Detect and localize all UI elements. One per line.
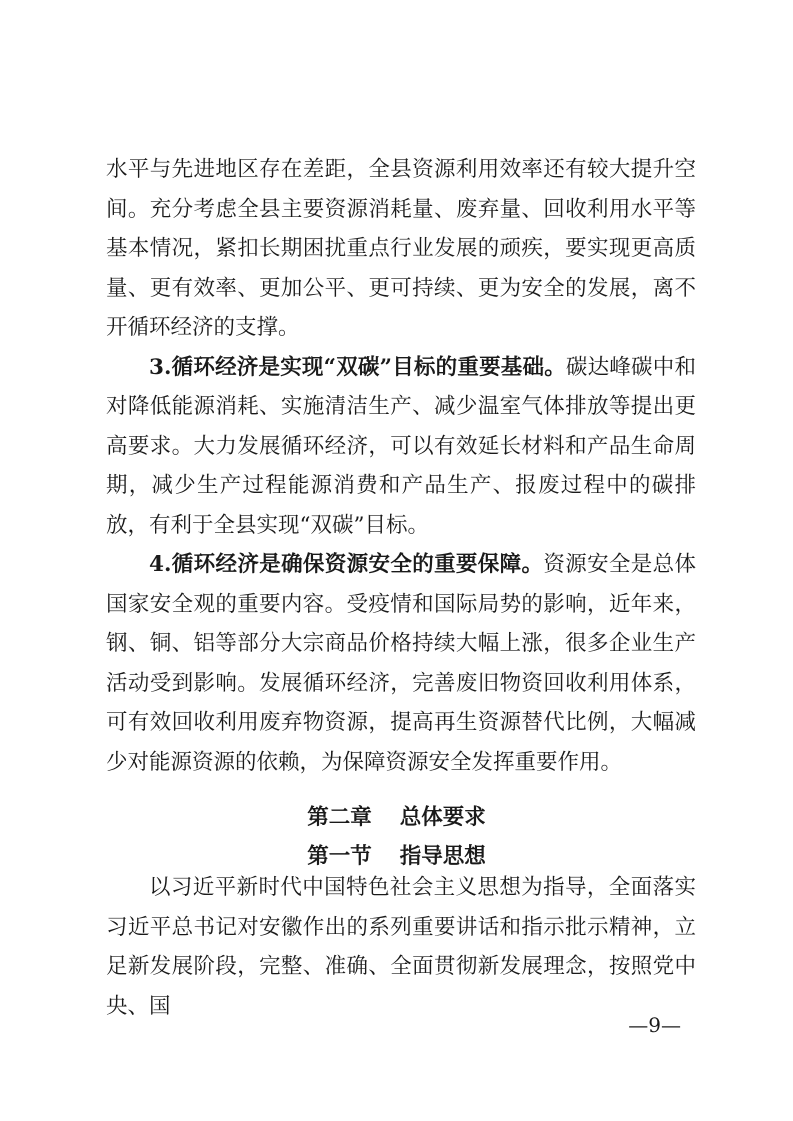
section-title: 指导思想 <box>399 844 486 869</box>
point-3-paragraph <box>106 348 696 546</box>
chapter-number: 第二章 <box>307 805 372 830</box>
chapter-title: 总体要求 <box>399 805 486 830</box>
point-4-text: 资源安全是总体国家安全观的重要内容。受疫情和国际局势的影响，近年来，钢、铜、铝等部分大宗商品价格持续大幅上涨，很多企业生产活动受到影响。发展循环经济，完善废旧物资回收利用体系，可有效回收利用废弃物资源，提高再生资源替代比例，大幅减少对能源资源的依赖，为保障资源安全发挥重要作用。 <box>106 552 696 775</box>
section-number: 第一节 <box>307 844 372 869</box>
lower-text-block <box>106 868 696 1026</box>
point-4-lead: 4.循环经济是确保资源安全的重要保障。 <box>149 552 544 577</box>
point-4-paragraph <box>106 545 696 782</box>
point-3-lead: 3.循环经济是实现“双碳”目标的重要基础。 <box>149 354 566 380</box>
chapter-heading <box>0 800 793 831</box>
page-number: —9— <box>628 1013 681 1037</box>
point-3-text: 碳达峰碳中和对降低能源消耗、实施清洁生产、减少温室气体排放等提出更高要求。大力发展循环经济，可以有效延长材料和产品生命周期，减少生产过程能源消费和产品生产、报废过程中的碳排放，有利于全县实现“双碳”目标。 <box>106 354 696 538</box>
upper-text-block <box>106 150 696 782</box>
guiding-paragraph: 以习近平新时代中国特色社会主义思想为指导，全面落实习近平总书记对安徽作出的系列重要讲话和指示批示精神，立足新发展阶段，完整、准确、全面贯彻新发展理念，按照党中央、国 <box>106 875 696 1019</box>
intro-paragraph: 水平与先进地区存在差距，全县资源利用效率还有较大提升空间。充分考虑全县主要资源消耗量、废弃量、回收利用水平等基本情况，紧扣长期困扰重点行业发展的顽疾，要实现更高质量、更有效率、更加公平、更可持续、更为安全的发展，离不开循环经济的支撑。 <box>106 157 696 340</box>
section-heading <box>0 839 793 870</box>
